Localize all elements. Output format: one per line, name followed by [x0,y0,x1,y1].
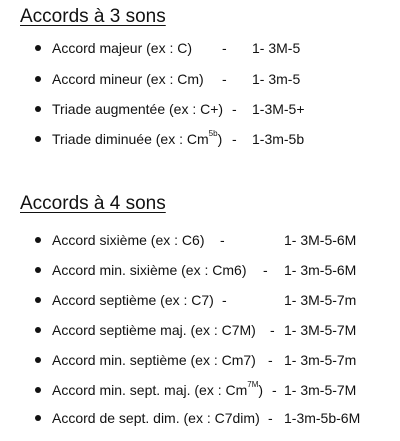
separator: - [232,101,237,117]
chord-name: Accord min. septième (ex : Cm7) [52,352,256,368]
bullet-icon [35,357,41,363]
bullet-icon [35,106,41,112]
chord-name: Accord min. sixième (ex : Cm6) [52,262,247,278]
separator: - [222,71,227,87]
chord-formula: 1-3M-5+ [252,101,305,117]
chord-name: Triade diminuée (ex : $Cm^{5b}$) [52,129,223,147]
chord-formula: 1- 3M-5-7m [284,292,357,308]
separator: - [268,352,273,368]
bullet-icon [35,237,41,243]
section-title-4-sons: Accords à 4 sons [20,193,166,214]
chord-name: Accord septième maj. (ex : C7M) [52,322,256,338]
chord-formula: 1- 3M-5-6M [284,232,357,248]
separator: - [268,410,273,426]
chord-formula: 1- 3M-5 [252,40,301,56]
bullet-icon [35,415,41,421]
bullet-icon [35,327,41,333]
bullet-icon [35,45,41,51]
bullet-icon [35,297,41,303]
bullet-icon [35,76,41,82]
chord-name: Accord mineur (ex : Cm) [52,71,204,87]
chord-name: Accord de sept. dim. (ex : C7dim) [52,410,260,426]
chord-name: Accord septième (ex : C7) [52,292,214,308]
bullet-icon [35,387,41,393]
separator: - [272,382,277,398]
separator: - [270,322,275,338]
separator: - [220,232,225,248]
bullet-icon [35,136,41,142]
chord-formula: 1-3m-5b [252,131,305,147]
section-title-3-sons: Accords à 3 sons [20,6,166,27]
bullet-icon [35,267,41,273]
chord-name: Accord sixième (ex : C6) [52,232,205,248]
separator: - [222,40,227,56]
chord-formula: 1- 3m-5-7m [284,352,357,368]
separator: - [222,292,227,308]
chord-formula: 1- 3m-5 [252,71,301,87]
separator: - [263,262,268,278]
chord-name: Accord min. sept. maj. (ex : $Cm^{7M}$) [52,380,264,398]
chord-formula: 1- 3M-5-7M [284,322,357,338]
chord-name: Accord majeur (ex : C) [52,40,193,56]
chord-formula: 1-3m-5b-6M [284,410,361,426]
chord-name: Triade augmentée (ex : C+) [52,101,224,117]
separator: - [232,131,237,147]
chord-formula: 1- 3m-5-6M [284,262,357,278]
chord-formula: 1- 3m-5-7M [284,382,357,398]
